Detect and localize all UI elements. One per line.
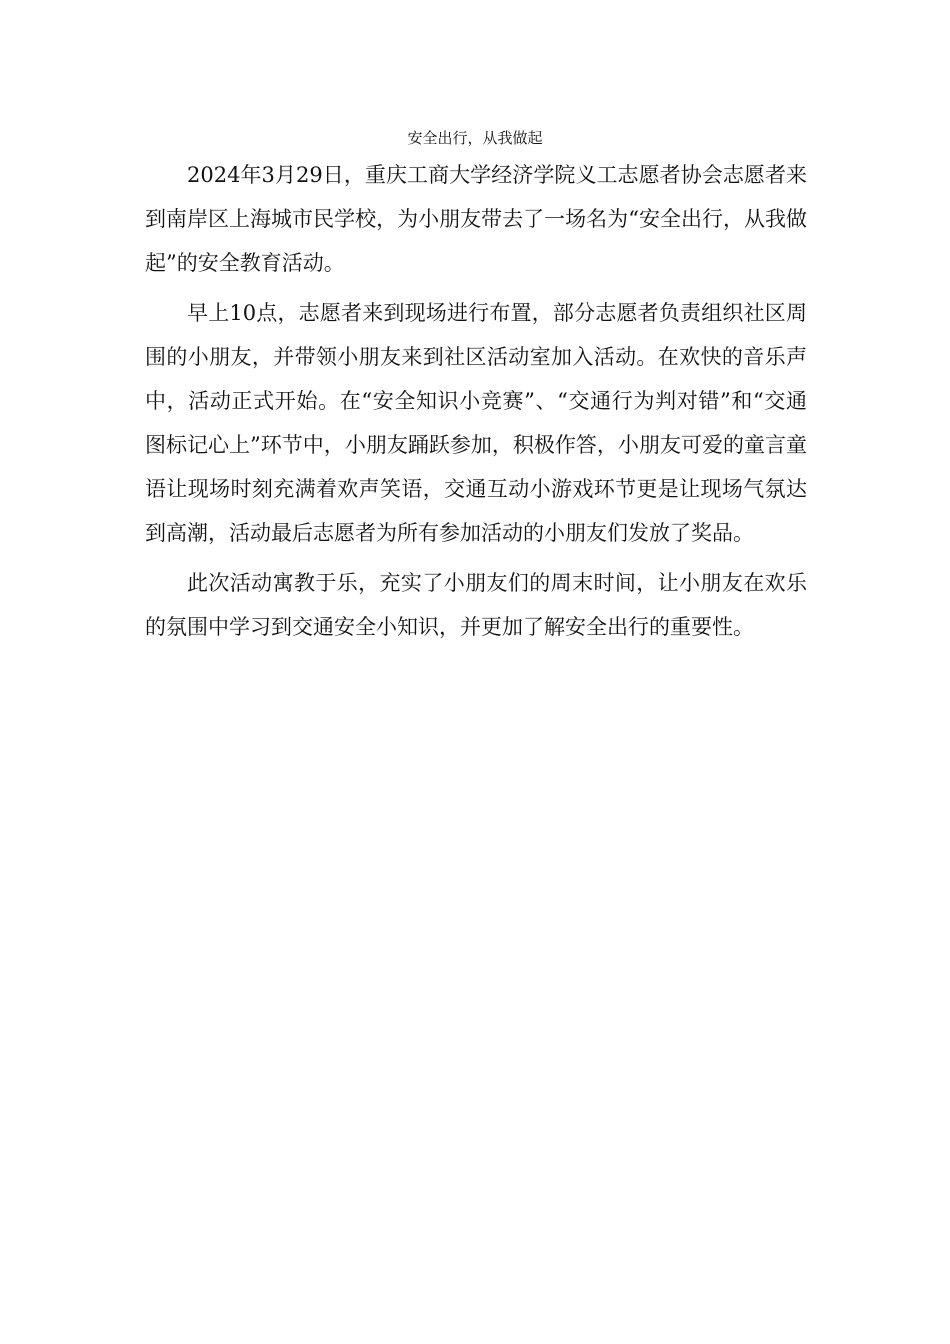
document-body xyxy=(145,153,807,655)
paragraph-2: 早上10点，志愿者来到现场进行布置，部分志愿者负责组织社区周围的小朋友，并带领小朋友来到社区活动室加入活动。在欢快的音乐声中，活动正式开始。在“安全知识小竞赛”、“交通行为判对错”和“交通图标记心上”环节中，小朋友踊跃参加，积极作答，小朋友可爱的童言童语让现场时刻充满着欢声笑语，交通互动小游戏环节更是让现场气氛达到高潮，活动最后志愿者为所有参加活动的小朋友们发放了奖品。 xyxy=(145,301,807,545)
document-title: 安全出行，从我做起 xyxy=(407,129,543,147)
paragraph-1: 2024年3月29日，重庆工商大学经济学院义工志愿者协会志愿者来到南岸区上海城市民学校，为小朋友带去了一场名为“安全出行，从我做起”的安全教育活动。 xyxy=(145,163,807,275)
paragraph-3: 此次活动寓教于乐，充实了小朋友们的周末时间，让小朋友在欢乐的氛围中学习到交通安全小知识，并更加了解安全出行的重要性。 xyxy=(145,571,807,639)
